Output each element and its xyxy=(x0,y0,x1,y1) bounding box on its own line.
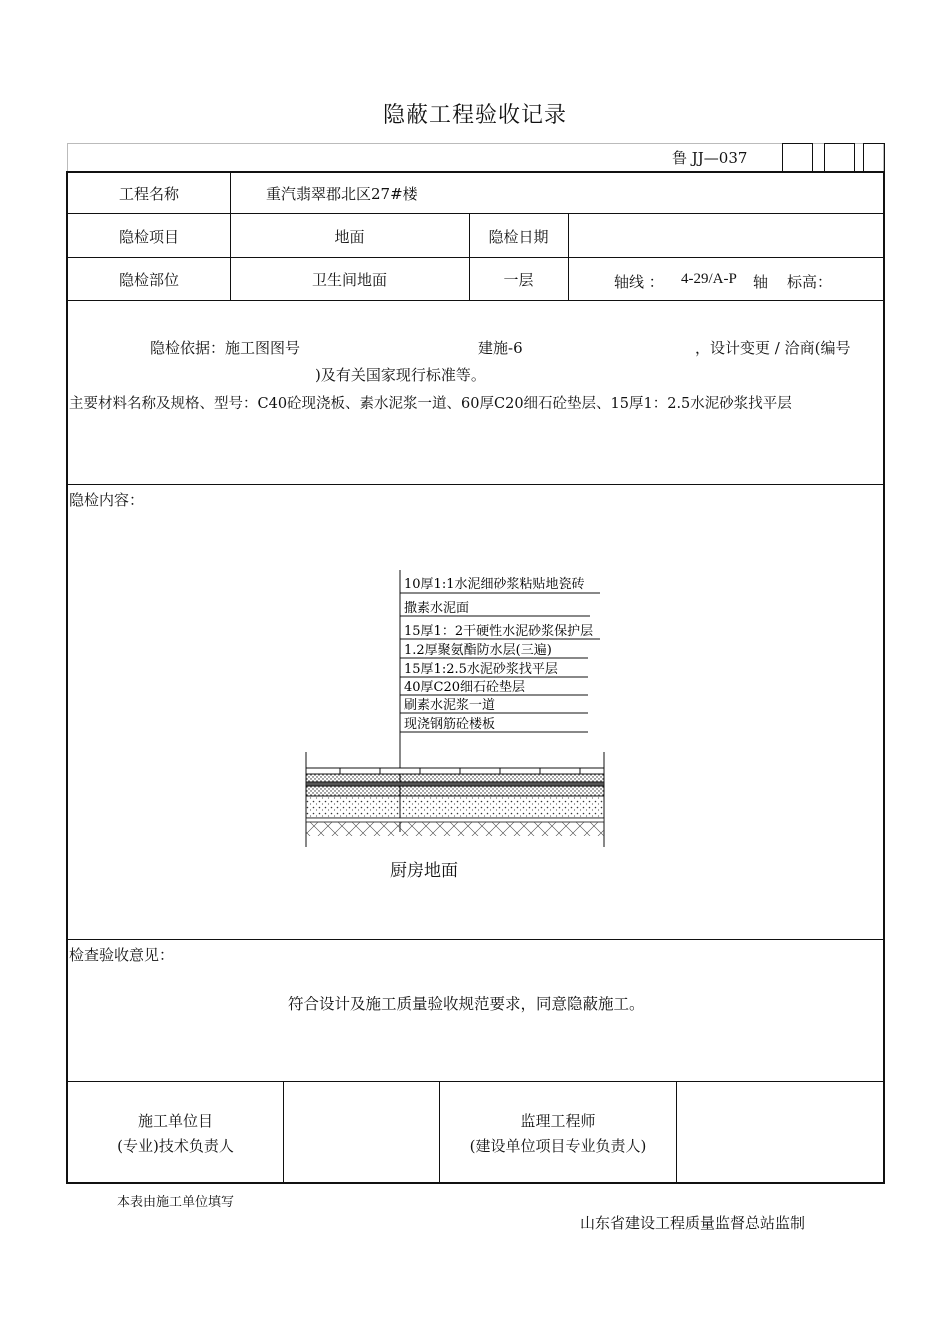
opinion-text[interactable]: 符合设计及施工质量验收规范要求，同意隐蔽施工。 xyxy=(288,995,645,1013)
location-label: 隐检部位 xyxy=(118,270,179,289)
basis-suffix: )及有关国家现行标准等。 xyxy=(315,366,486,384)
footer-issuer: 山东省建设工程质量监督总站监制 xyxy=(580,1214,806,1232)
project-name-label: 工程名称 xyxy=(118,184,179,203)
date-label: 隐检日期 xyxy=(488,227,549,246)
materials-text: 主要材料名称及规格、型号：C40砼现浇板、素水泥浆一道、60厚C20细石砼垫层、15厚1：2.5水泥砂浆找平层 xyxy=(69,396,792,412)
code-box-1[interactable] xyxy=(782,143,813,171)
sign-right-box[interactable] xyxy=(678,1082,883,1182)
layer-label: 40厚C20细石砼垫层 xyxy=(404,680,526,695)
basis-prefix: 隐检依据：施工图图号 xyxy=(150,339,301,357)
layer-label: 15厚1:2.5水泥砂浆找平层 xyxy=(404,662,558,677)
item-value[interactable]: 地面 xyxy=(334,227,365,246)
layer-label: 1.2厚聚氨酯防水层(三遍) xyxy=(404,643,552,658)
sign-right-line2: (建设单位项目专业负责人) xyxy=(469,1136,647,1155)
opinion-label: 检查验收意见： xyxy=(69,946,175,964)
date-value[interactable] xyxy=(575,215,875,257)
layer-label: 刷素水泥浆一道 xyxy=(404,698,496,713)
content-label: 隐检内容： xyxy=(69,491,145,509)
location-value[interactable]: 卫生间地面 xyxy=(311,270,387,289)
axis-suffix: 轴 xyxy=(753,273,769,291)
page-title: 隐蔽工程验收记录 xyxy=(382,103,567,128)
floor-value[interactable]: 一层 xyxy=(503,270,534,289)
code-box-3[interactable] xyxy=(863,143,885,171)
sign-left-line2: (专业)技术负责人 xyxy=(117,1136,234,1155)
layer-label: 撒素水泥面 xyxy=(404,601,470,616)
basis-drawing-no[interactable]: 建施-6 xyxy=(478,339,523,357)
footer-note: 本表由施工单位填写 xyxy=(117,1195,235,1210)
code-box-2[interactable] xyxy=(824,143,855,171)
drawing-caption: 厨房地面 xyxy=(390,861,458,881)
project-name-value[interactable]: 重汽翡翠郡北区27#楼 xyxy=(266,184,418,203)
item-label: 隐检项目 xyxy=(118,227,179,246)
floor-section-drawing xyxy=(300,560,620,860)
sign-left-line1: 施工单位目 xyxy=(137,1111,213,1130)
axis-label: 轴线 ： xyxy=(614,273,664,291)
form-code-bar xyxy=(67,143,884,171)
layer-label: 15厚1：2干硬性水泥砂浆保护层 xyxy=(404,624,594,639)
axis-value[interactable]: 4-29/A-P xyxy=(681,271,737,287)
layer-label: 10厚1:1水泥细砂浆粘贴地瓷砖 xyxy=(404,577,585,592)
form-code: 鲁 JJ—037 xyxy=(672,149,748,167)
layer-label: 现浇钢筋砼楼板 xyxy=(404,717,496,732)
sign-left-box[interactable] xyxy=(285,1082,435,1182)
sign-right-line1: 监理工程师 xyxy=(520,1111,596,1130)
basis-design-change: ，设计变更 / 洽商(编号 xyxy=(695,339,851,357)
elevation-label: 标高： xyxy=(787,273,833,291)
